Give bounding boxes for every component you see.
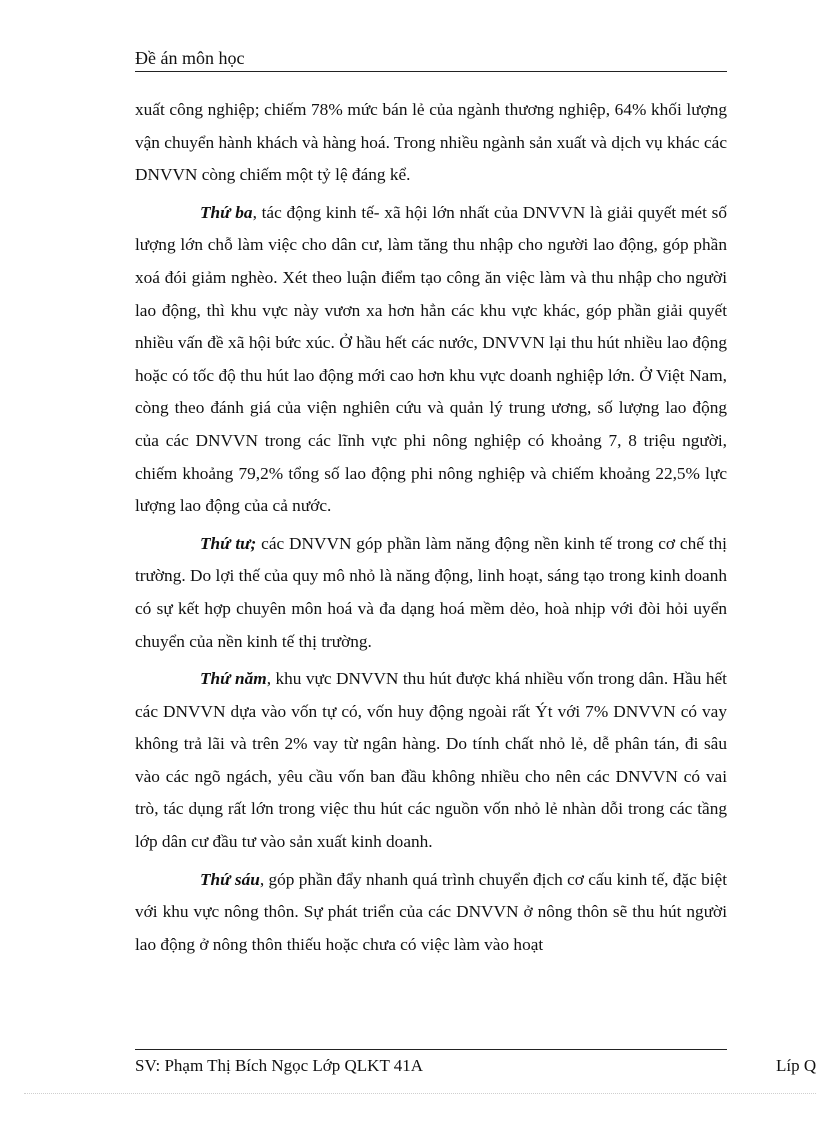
paragraph-lead: Thứ tư; [200, 533, 257, 553]
paragraph-text: , khu vực DNVVN thu hút được khá nhiều vốn trong dân. Hầu hết các DNVVN dựa vào vốn tự có, vốn huy động ngoài rất Ýt với 7% DNVVN có vay không trả lãi và trên 2% vay từ ngân hàng. Do tính chất nhỏ lẻ, dễ phân tán, đi sâu vào các ngõ ngách, yêu cầu vốn ban đầu không nhiều cho nên các DNVVN có vai trò, tác dụng rất lớn trong việc thu hút các nguồn vốn nhỏ lẻ nhàn dỗi trong các tầng lớp dân cư đầu tư vào sản xuất kinh doanh. [135, 669, 727, 852]
paragraph-text: , tác động kinh tế- xã hội lớn nhất của DNVVN là giải quyết mét số lượng lớn chỗ làm việc cho dân cư, làm tăng thu nhập cho người lao động, góp phần xoá đói giảm nghèo. Xét theo luận điểm tạo công ăn việc làm và thu nhập cho người lao động, thì khu vực này vươn xa hơn hẳn các khu vực khác, góp phần giải quyết nhiều vấn đề xã hội bức xúc. Ở hầu hết các nước, DNVVN lại thu hút nhiều lao động hoặc có tốc độ thu hút lao động mới cao hơn khu vực doanh nghiệp lớn. Ở Việt Nam, còng theo đánh giá của viện nghiên cứu và quản lý trung ương, số lượng lao động của các DNVVN trong các lĩnh vực phi nông nghiệp có khoảng 7, 8 triệu người, chiếm khoảng 79,2% tổng số lao động phi nông nghiệp và chiếm khoảng 22,5% lực lượng lao động của cả nước. [135, 202, 727, 516]
footer-class-label: Líp Q [776, 1056, 816, 1075]
document-header [135, 48, 727, 72]
footer-divider [135, 1049, 727, 1050]
paragraph-lead: Thứ ba [200, 202, 253, 222]
paragraph-text: xuất công nghiệp; chiếm 78% mức bán lẻ của ngành thương nghiệp, 64% khối lượng vận chuyển hành khách và hàng hoá. Trong nhiều ngành sản xuất và dịch vụ khác các DNVVN còng chiếm một tỷ lệ đáng kể. [135, 100, 727, 185]
paragraph-text: , góp phần đẩy nhanh quá trình chuyển địch cơ cấu kinh tế, đặc biệt với khu vực nông thôn. Sự phát triển của các DNVVN ở nông thôn sẽ thu hút người lao động ở nông thôn thiếu hoặc chưa có việc làm vào hoạt [135, 869, 727, 954]
paragraph-continuation [135, 94, 727, 192]
paragraph-text: các DNVVN góp phần làm năng động nền kinh tế trong cơ chế thị trường. Do lợi thế của quy mô nhỏ là năng động, linh hoạt, sáng tạo trong kinh doanh có sự kết hợp chuyên môn hoá và đa dạng hoá mềm dẻo, hoà nhịp với đòi hỏi uyển chuyển của nền kinh tế thị trường. [135, 533, 727, 651]
paragraph-lead: Thứ năm [200, 669, 267, 689]
header-title: Đề án môn học [135, 48, 245, 68]
paragraph-thu-sau [135, 864, 727, 962]
paragraph-lead: Thứ sáu [200, 869, 260, 889]
body-text [135, 94, 727, 966]
page-edge-divider [24, 1093, 816, 1094]
paragraph-thu-tu [135, 528, 727, 658]
paragraph-thu-nam [135, 663, 727, 859]
footer-student-info: SV: Phạm Thị Bích Ngọc Lớp QLKT 41A [135, 1056, 424, 1075]
paragraph-thu-ba [135, 197, 727, 523]
